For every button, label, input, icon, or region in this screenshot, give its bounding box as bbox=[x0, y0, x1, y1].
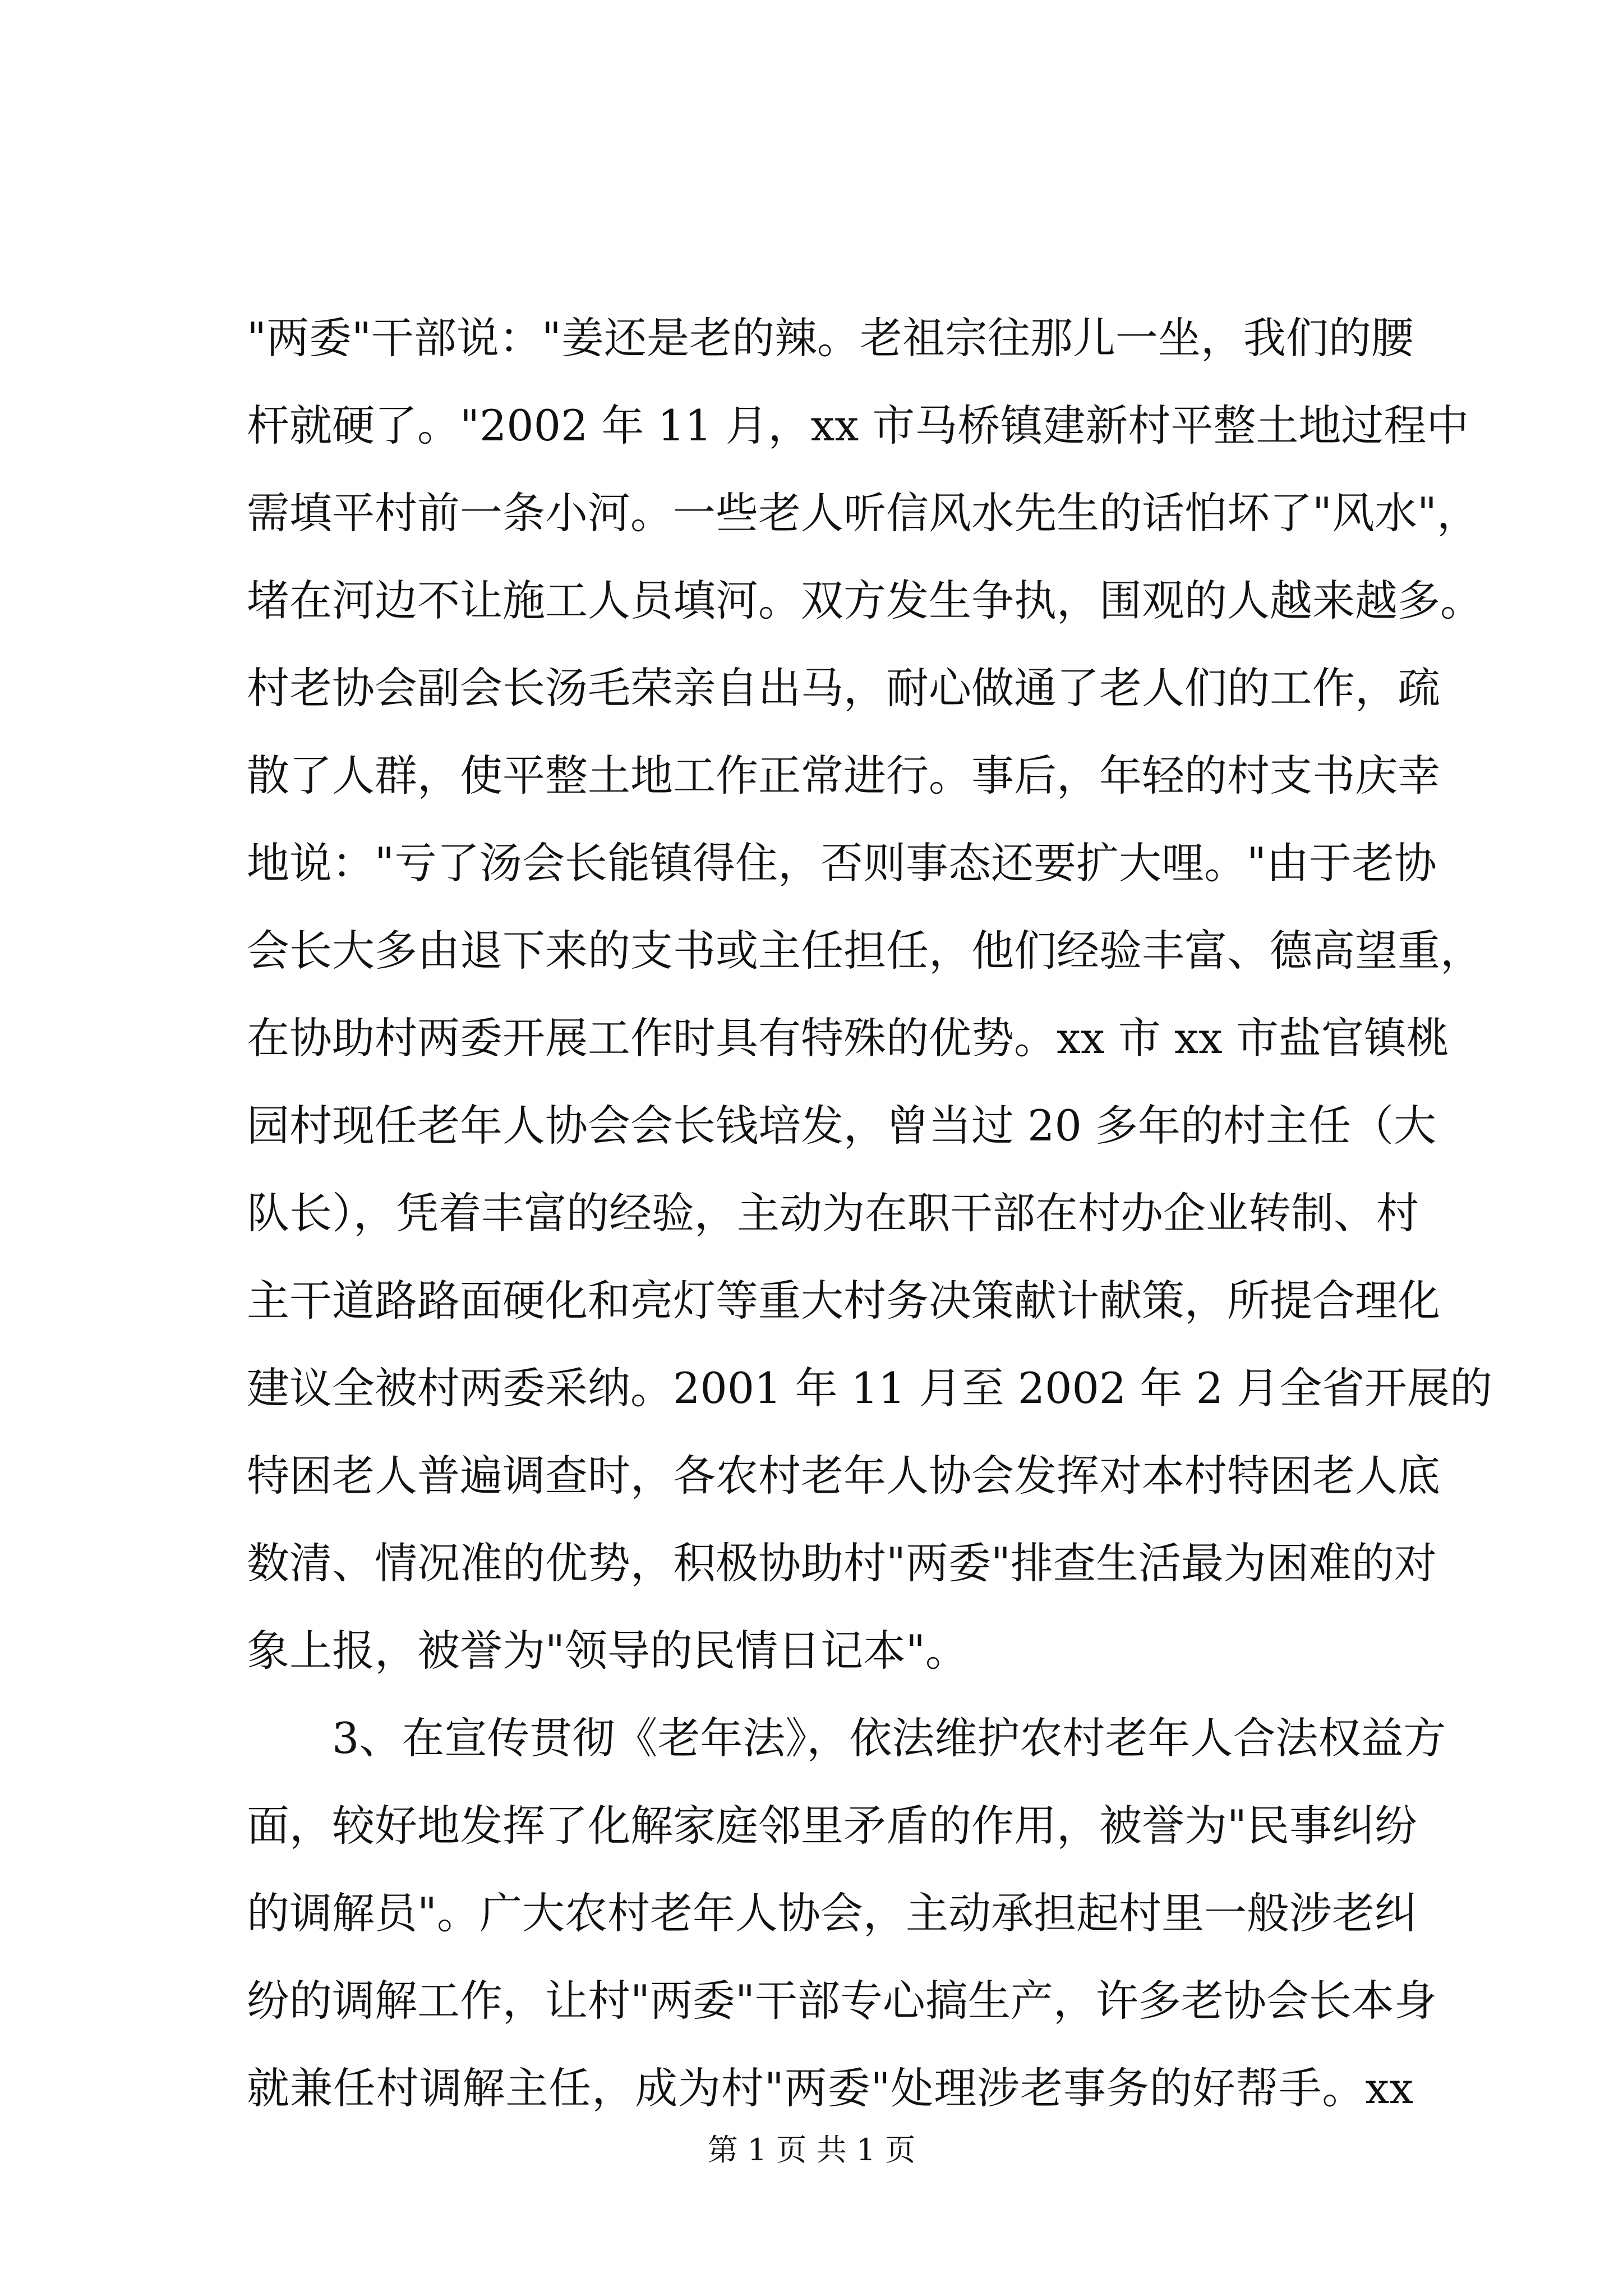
text-line: 园村现任老年人协会会长钱培发，曾当过 20 多年的村主任（大 bbox=[247, 1101, 1437, 1151]
text-line: 就兼任村调解主任，成为村"两委"处理涉老事务的好帮手。xx bbox=[247, 2063, 1413, 2113]
text-line: 杆就硬了。"2002 年 11 月，xx 市马桥镇建新村平整土地过程中 bbox=[247, 401, 1469, 450]
text-line: 主干道路路面硬化和亮灯等重大村务决策献计献策，所提合理化 bbox=[247, 1276, 1440, 1326]
text-line: 建议全被村两委采纳。2001 年 11 月至 2002 年 2 月全省开展的 bbox=[247, 1363, 1492, 1413]
text-line: "两委"干部说："姜还是老的辣。老祖宗往那儿一坐，我们的腰 bbox=[247, 313, 1414, 363]
text-line: 队长），凭着丰富的经验，主动为在职干部在村办企业转制、村 bbox=[247, 1188, 1419, 1238]
text-line: 数清、情况准的优势，积极协助村"两委"排查生活最为困难的对 bbox=[247, 1538, 1437, 1588]
text-line: 象上报，被誉为"领导的民情日记本"。 bbox=[247, 1626, 968, 1676]
text-line: 堵在河边不让施工人员填河。双方发生争执，围观的人越来越多。 bbox=[247, 576, 1483, 625]
text-line: 地说："亏了汤会长能镇得住，否则事态还要扩大哩。"由于老协 bbox=[247, 838, 1437, 888]
paragraph-first-line: 3、在宣传贯彻《老年法》，依法维护农村老年人合法权益方 bbox=[332, 1713, 1446, 1763]
text-line: 需填平村前一条小河。一些老人听信风水先生的话怕坏了"风水"， bbox=[247, 488, 1479, 538]
text-line: 在协助村两委开展工作时具有特殊的优势。xx 市 xx 市盐官镇桃 bbox=[247, 1013, 1449, 1063]
text-line: 纷的调解工作，让村"两委"干部专心搞生产，许多老协会长本身 bbox=[247, 1976, 1437, 2026]
text-line: 会长大多由退下来的支书或主任担任，他们经验丰富、德高望重， bbox=[247, 926, 1483, 976]
body-text bbox=[247, 295, 1492, 2132]
text-line: 村老协会副会长汤毛荣亲自出马，耐心做通了老人们的工作，疏 bbox=[247, 663, 1440, 713]
text-line: 的调解员"。广大农村老年人协会，主动承担起村里一般涉老纠 bbox=[247, 1888, 1417, 1938]
text-line: 面，较好地发挥了化解家庭邻里矛盾的作用，被誉为"民事纠纷 bbox=[247, 1801, 1417, 1851]
text-line: 特困老人普遍调查时，各农村老年人协会发挥对本村特困老人底 bbox=[247, 1451, 1440, 1501]
page-footer: 第 1 页 共 1 页 bbox=[707, 2132, 916, 2168]
text-line: 散了人群，使平整土地工作正常进行。事后，年轻的村支书庆幸 bbox=[247, 751, 1440, 800]
